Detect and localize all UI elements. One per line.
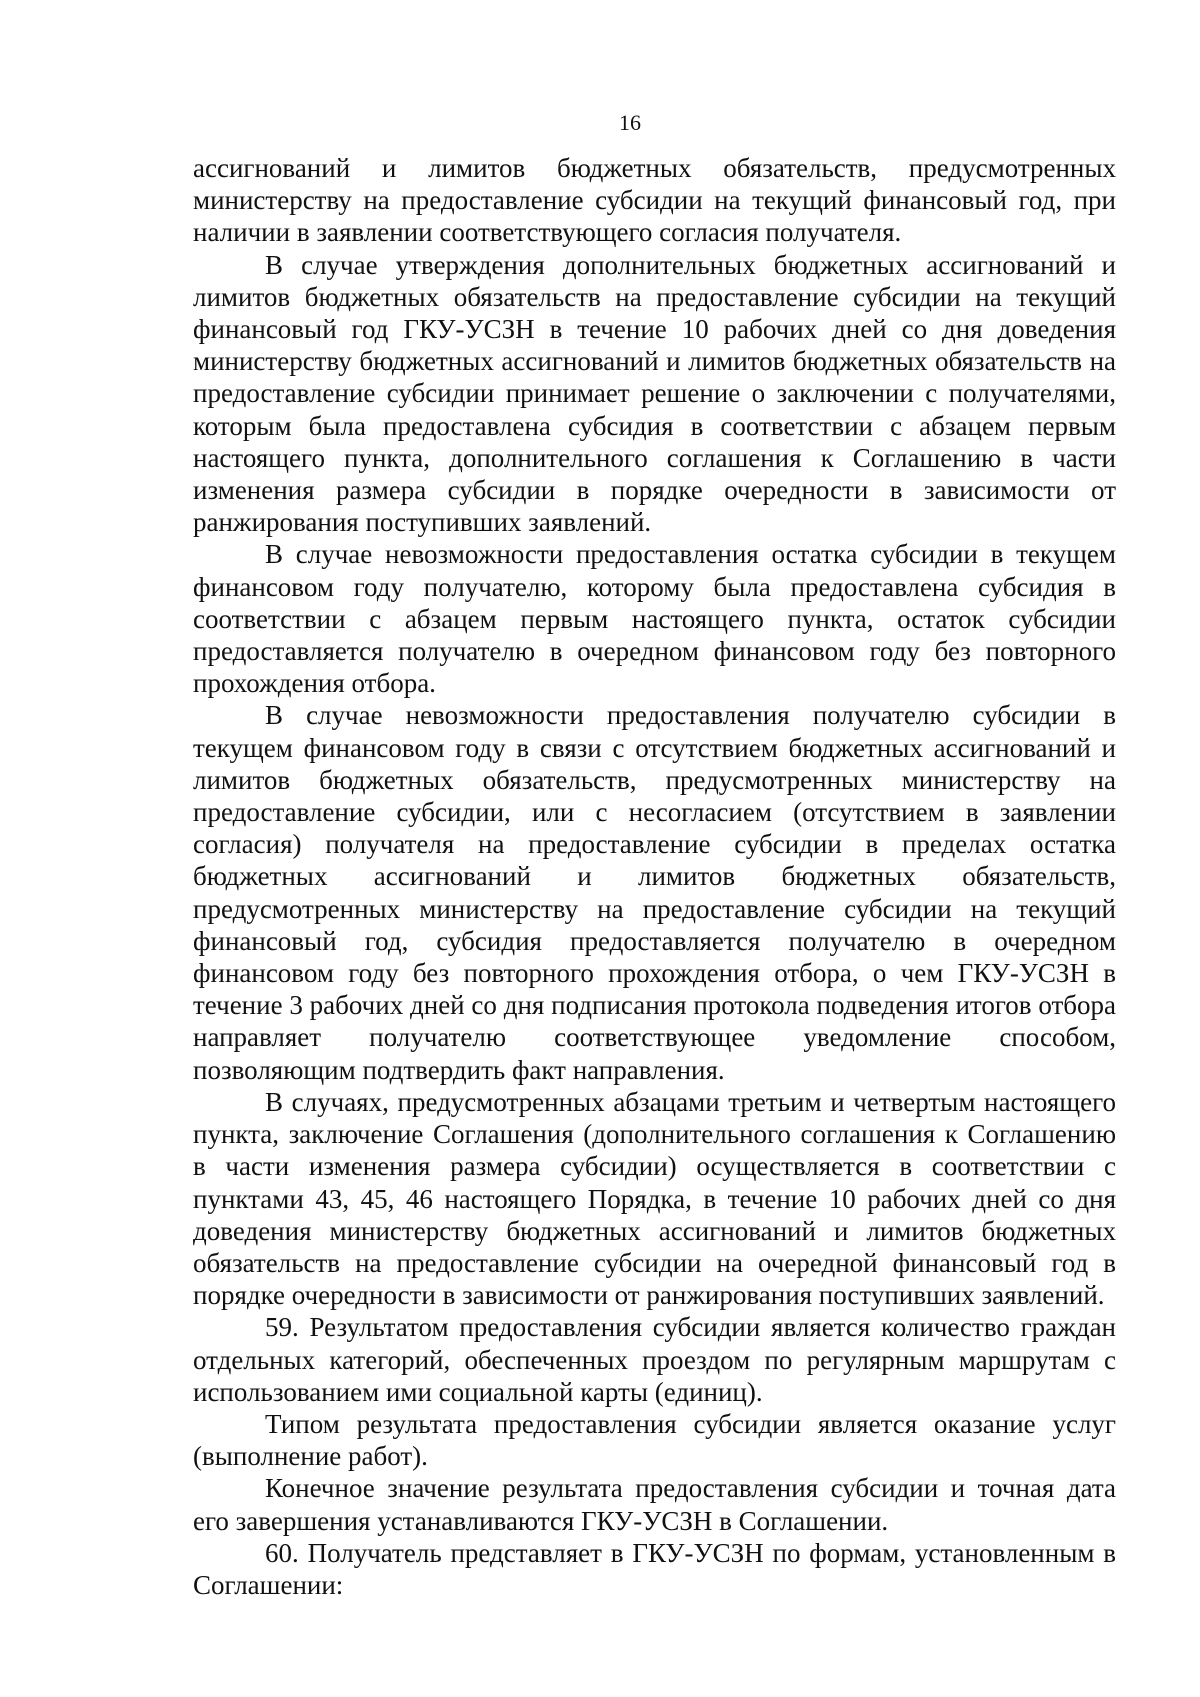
paragraph-impossibility-of-provision: В случае невозможности предоставления получателю субсидии в текущем финансовом году в связи с отсутствием бюджетных ассигнований и лимитов бюджетных обязательств, предусмотренных министерству на предоставление субсидии, или с несогласием (отсутствием в заявлении согласия) получателя на предоставление субсидии в пределах остатка бюджетных ассигнований и лимитов бюджетных обязательств, предусмотренных министерству на предоставление субсидии на текущий финансовый год, субсидия предоставляется получателю в очередном финансовом году без повторного прохождения отбора, о чем ГКУ-УСЗН в течение 3 рабочих дней со дня подписания протокола подведения итогов отбора направляет получателю соответствующее уведомление способом, позволяющим подтвердить факт направления. <box>193 700 1116 1085</box>
document-body <box>193 152 1116 1601</box>
paragraph-agreement-conclusion: В случаях, предусмотренных абзацами третьим и четвертым настоящего пункта, заключение Соглашения (дополнительного соглашения к Соглашению в части изменения размера субсидии) осуществляется в соответствии с пунктами 43, 45, 46 настоящего Порядка, в течение 10 рабочих дней со дня доведения министерству бюджетных ассигнований и лимитов бюджетных обязательств на предоставление субсидии на очередной финансовый год в порядке очередности в зависимости от ранжирования поступивших заявлений. <box>193 1086 1116 1311</box>
paragraph-result-type: Типом результата предоставления субсидии является оказание услуг (выполнение работ). <box>193 1408 1116 1472</box>
paragraph-final-value: Конечное значение результата предоставления субсидии и точная дата его завершения устанавливаются ГКУ-УСЗН в Соглашении. <box>193 1473 1116 1536</box>
paragraph-item-60: 60. Получатель представляет в ГКУ-УСЗН по формам, установленным в Соглашении: <box>193 1537 1116 1600</box>
paragraph-additional-allocations: В случае утверждения дополнительных бюджетных ассигнований и лимитов бюджетных обязательств на предоставление субсидии на текущий финансовый год ГКУ-УСЗН в течение 10 рабочих дней со дня доведения министерству бюджетных ассигнований и лимитов бюджетных обязательств на предоставление субсидии принимает решение о заключении с получателями, которым была предоставлена субсидия в соответствии с абзацем первым настоящего пункта, дополнительного соглашения к Соглашению в части изменения размера субсидии в порядке очередности в зависимости от ранжирования поступивших заявлений. <box>193 249 1116 538</box>
paragraph-item-59: 59. Результатом предоставления субсидии является количество граждан отдельных категорий, обеспеченных проездом по регулярным маршрутам с использованием ими социальной карты (единиц). <box>193 1312 1116 1407</box>
page-number: 16 <box>619 110 641 135</box>
paragraph-continuation: ассигнований и лимитов бюджетных обязательств, предусмотренных министерству на предоставление субсидии на текущий финансовый год, при наличии в заявлении соответствующего согласия получателя. <box>193 153 1116 248</box>
paragraph-remaining-subsidy: В случае невозможности предоставления остатка субсидии в текущем финансовом году получателю, которому была предоставлена субсидия в соответствии с абзацем первым настоящего пункта, остаток субсидии предоставляется получателю в очередном финансовом году без повторного прохождения отбора. <box>193 539 1116 699</box>
